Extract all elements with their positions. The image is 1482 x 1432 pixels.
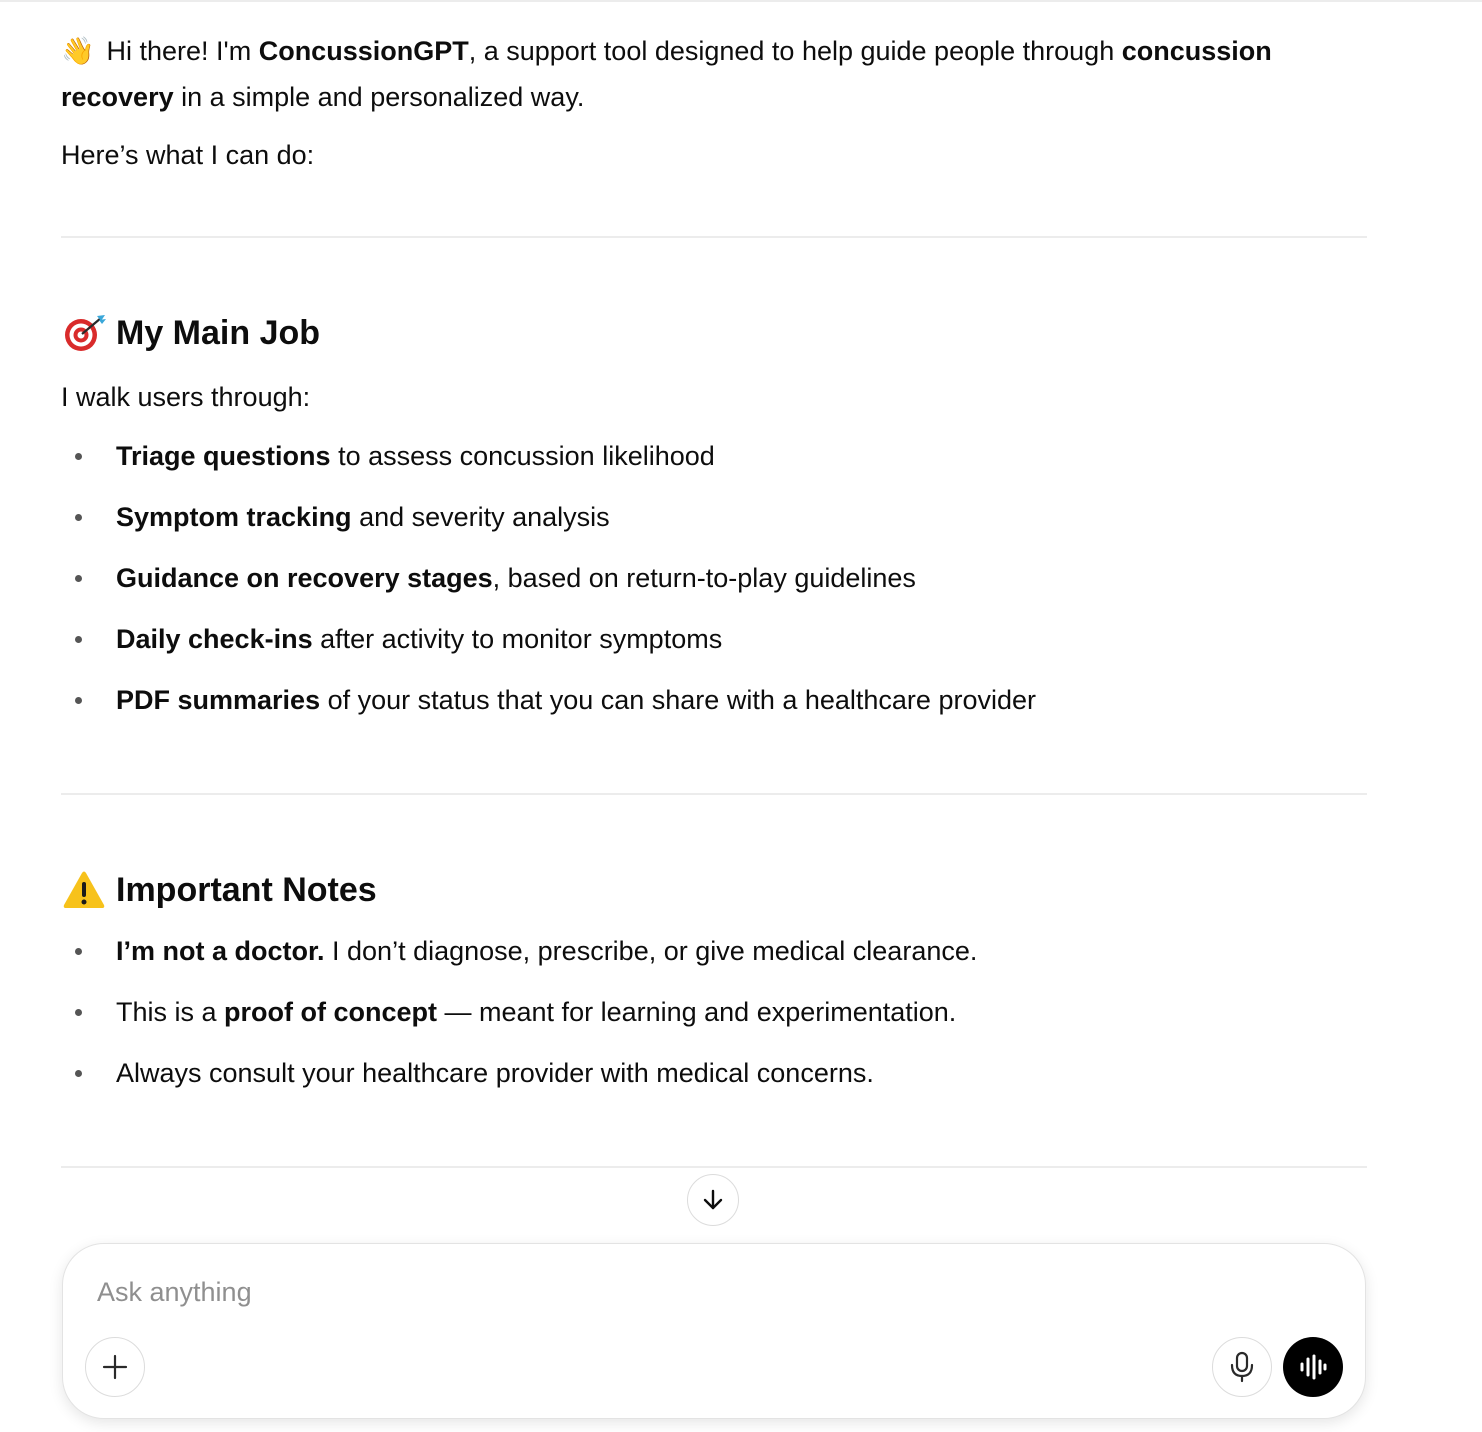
plus-icon	[101, 1353, 129, 1381]
dictate-button[interactable]	[1212, 1337, 1272, 1397]
waving-hand-emoji: 👋	[61, 36, 95, 66]
list-item: Guidance on recovery stages, based on return-to-play guidelines	[61, 558, 1367, 598]
chat-composer	[62, 1243, 1366, 1419]
list-item: I’m not a doctor. I don’t diagnose, prescribe, or give medical clearance.	[61, 931, 1367, 971]
list-item: Always consult your healthcare provider with medical concerns.	[61, 1053, 1367, 1093]
can-do-line: Here’s what I can do:	[61, 140, 315, 170]
important-notes-heading: Important Notes	[61, 867, 1367, 913]
notes-list	[61, 931, 1367, 1093]
message-input[interactable]	[95, 1268, 1199, 1316]
list-item: Symptom tracking and severity analysis	[61, 497, 1367, 537]
intro-paragraph: 👋 Hi there! I'm ConcussionGPT, a support tool designed to help guide people through concussion recovery in a simple and personalized way.	[61, 28, 1367, 120]
list-item: Daily check-ins after activity to monitor symptoms	[61, 619, 1367, 659]
main-job-heading: My Main Job	[61, 310, 1367, 356]
main-job-list	[61, 436, 1367, 720]
list-item: Triage questions to assess concussion likelihood	[61, 436, 1367, 476]
voice-mode-button[interactable]	[1283, 1337, 1343, 1397]
target-icon	[61, 313, 107, 353]
arrow-down-icon	[700, 1187, 726, 1213]
assistant-message	[61, 28, 1367, 1168]
section-divider	[61, 1166, 1367, 1168]
voice-waveform-icon	[1298, 1354, 1328, 1380]
add-attachment-button[interactable]	[85, 1337, 145, 1397]
app-name: ConcussionGPT	[258, 36, 469, 66]
warning-icon	[61, 870, 107, 910]
main-job-lead: I walk users through:	[61, 382, 311, 412]
list-item: PDF summaries of your status that you can share with a healthcare provider	[61, 680, 1367, 720]
list-item: This is a proof of concept — meant for learning and experimentation.	[61, 992, 1367, 1032]
top-divider	[0, 0, 1482, 2]
microphone-icon	[1228, 1351, 1256, 1383]
scroll-to-bottom-button[interactable]	[687, 1174, 739, 1226]
